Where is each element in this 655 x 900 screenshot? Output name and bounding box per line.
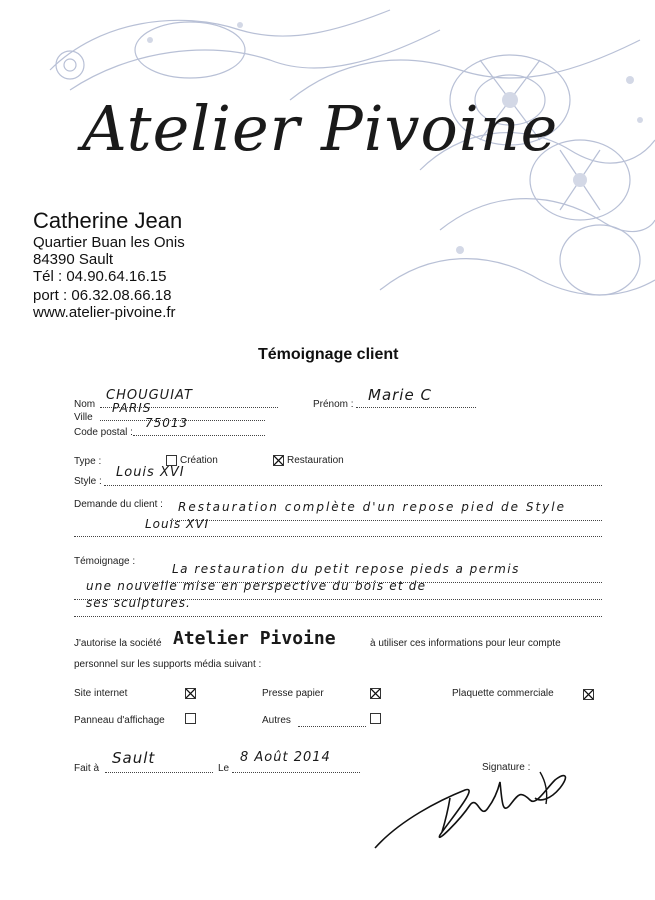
check-mark-icon	[186, 689, 195, 698]
address-line2: 84390 Sault	[33, 251, 114, 268]
restauration-label: Restauration	[287, 455, 344, 466]
company-logo: Atelier Pivoine	[82, 92, 559, 165]
autres-label: Autres	[262, 715, 291, 726]
site-label: Site internet	[74, 688, 128, 699]
le-label: Le	[218, 763, 230, 774]
panneau-checkbox[interactable]	[185, 713, 196, 724]
style-value[interactable]: Louis XVI	[116, 465, 185, 480]
autres-line	[298, 715, 366, 727]
temoignage-text3[interactable]: ses sculptures.	[86, 596, 191, 610]
autres-checkbox[interactable]	[370, 713, 381, 724]
ville-value[interactable]: PARIS	[112, 401, 152, 415]
authorize-brand: Atelier Pivoine	[173, 628, 336, 649]
prenom-label: Prénom :	[313, 399, 354, 410]
plaquette-checkbox[interactable]	[583, 689, 594, 700]
nom-label: Nom	[74, 399, 96, 410]
panneau-label: Panneau d'affichage	[74, 715, 165, 726]
authorize-line2: personnel sur les supports média suivant :	[74, 659, 262, 670]
ville-label: Ville	[74, 412, 93, 423]
address-line1: Quartier Buan les Onis	[33, 234, 185, 251]
restauration-checkbox[interactable]	[273, 455, 284, 466]
demande-text2[interactable]: Louis XVI	[145, 517, 210, 531]
site-checkbox[interactable]	[185, 688, 196, 699]
fait-label: Fait à	[74, 763, 100, 774]
plaquette-label: Plaquette commerciale	[452, 688, 554, 699]
authorize-suffix: à utiliser ces informations pour leur compte	[370, 638, 561, 649]
temoignage-text2[interactable]: une nouvelle mise en perspective du bois et de	[86, 579, 427, 593]
demande-label: Demande du client :	[74, 499, 163, 510]
check-mark-icon	[584, 690, 593, 699]
check-mark-icon	[371, 689, 380, 698]
cp-value[interactable]: 75013	[145, 416, 189, 430]
presse-label: Presse papier	[262, 688, 324, 699]
signature-drawing	[370, 760, 590, 860]
mobile-number: port : 06.32.08.66.18	[33, 287, 172, 304]
creation-label: Création	[180, 455, 218, 466]
temoignage-label: Témoignage :	[74, 556, 136, 567]
demande-text1[interactable]: Restauration complète d'un repose pied de Style	[178, 500, 566, 514]
cp-label: Code postal :	[74, 427, 133, 438]
check-mark-icon	[274, 456, 283, 465]
presse-checkbox[interactable]	[370, 688, 381, 699]
type-label: Type :	[74, 456, 102, 467]
nom-value[interactable]: CHOUGUIAT	[106, 388, 193, 403]
website-link[interactable]: www.atelier-pivoine.fr	[33, 304, 176, 321]
prenom-value[interactable]: Marie C	[368, 386, 432, 404]
authorize-prefix: J'autorise la société	[74, 638, 162, 649]
temoignage-text1[interactable]: La restauration du petit repose pieds a permis	[172, 562, 520, 576]
phone-number: Tél : 04.90.64.16.15	[33, 268, 167, 285]
signature-label: Signature :	[482, 762, 531, 773]
le-value[interactable]: 8 Août 2014	[240, 750, 331, 765]
fait-value[interactable]: Sault	[112, 749, 156, 767]
style-label: Style :	[74, 476, 102, 487]
owner-name: Catherine Jean	[33, 208, 183, 233]
form-title: Témoignage client	[258, 346, 399, 363]
